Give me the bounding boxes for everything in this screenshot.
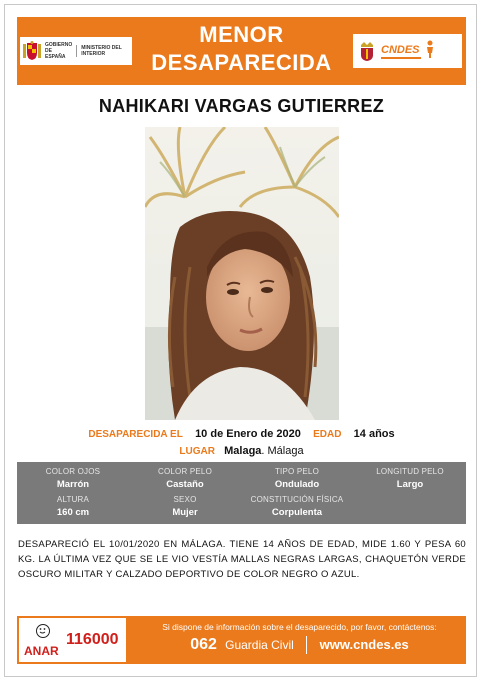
cndes-brand-name-part-a: CN — [381, 43, 397, 56]
feature-value: Ondulado — [274, 479, 320, 490]
cndes-subtitle-rule — [381, 57, 421, 59]
title-line-1: MENOR — [199, 22, 284, 47]
feature-label: ALTURA — [56, 495, 90, 504]
cndes-figure-icon — [424, 40, 436, 63]
feature-cell — [17, 467, 129, 490]
feature-cell — [17, 495, 129, 518]
anar-name: ANAR — [24, 644, 59, 658]
disappeared-date: 10 de Enero de 2020 — [195, 428, 301, 440]
anar-logo — [19, 618, 126, 662]
contact-footer — [17, 616, 466, 664]
feature-cell — [241, 467, 353, 490]
ministry-label: MINISTERIO DEL INTERIOR — [76, 45, 132, 57]
feature-cell — [354, 467, 466, 490]
feature-label: LONGITUD PELO — [376, 467, 444, 476]
anar-phone-number[interactable]: 116000 — [66, 631, 119, 648]
government-label: GOBIERNO DE ESPAÑA — [45, 42, 73, 60]
place-label: LUGAR — [179, 446, 215, 457]
physical-features-table — [17, 462, 466, 524]
feature-cell — [129, 467, 241, 490]
title-line-2: DESAPARECIDA — [151, 50, 332, 75]
feature-label: COLOR OJOS — [45, 467, 101, 476]
cndes-logo — [353, 34, 462, 68]
smiley-face-icon — [36, 624, 50, 638]
cndes-brand — [381, 44, 421, 59]
feature-value: Marrón — [56, 479, 90, 490]
feature-label: SEXO — [173, 495, 197, 504]
feature-cell — [241, 495, 353, 518]
feature-label: CONSTITUCIÓN FÍSICA — [250, 495, 344, 504]
guardia-civil-label: Guardia Civil — [225, 638, 294, 652]
feature-label: COLOR PELO — [157, 467, 212, 476]
age-label: EDAD — [313, 429, 342, 440]
place-info — [0, 445, 483, 457]
feature-value: Castaño — [166, 479, 204, 490]
cndes-brand-name — [381, 44, 421, 56]
guardia-civil-phone[interactable]: 062 — [190, 636, 217, 653]
disappeared-label: DESAPARECIDA EL — [88, 429, 183, 440]
feature-value: Corpulenta — [271, 507, 323, 518]
government-logo — [20, 37, 132, 65]
contact-divider — [306, 636, 308, 654]
missing-person-name: NAHIKARI VARGAS GUTIERREZ — [98, 96, 385, 116]
feature-value: 160 cm — [56, 507, 90, 518]
feature-label: TIPO PELO — [274, 467, 320, 476]
feature-value: Mujer — [172, 507, 198, 518]
crown-crest-icon — [357, 38, 377, 64]
feature-value: Largo — [396, 479, 424, 490]
place-value: Malaga — [224, 445, 262, 457]
place-detail: . Málaga — [261, 445, 304, 457]
disappearance-description: DESAPARECIÓ EL 10/01/2020 EN MÁLAGA. TIENE 14 AÑOS DE EDAD, MIDE 1.60 Y PESA 60 KG. LA ÚLTIMA VEZ QUE SE LE VIO VESTÍA MALLAS NEGRAS LARGAS, CHAQUETÓN VERDE OSCURO MILITAR Y CALZADO DEPORTIVO DE COLOR NEGRO O AZUL. — [18, 539, 466, 580]
spain-coat-of-arms-icon — [23, 40, 41, 62]
age-value: 14 años — [353, 428, 395, 440]
disappearance-info — [0, 428, 483, 440]
header-banner — [17, 17, 466, 85]
poster-title — [132, 21, 351, 77]
cndes-brand-name-part-b: DES — [396, 43, 420, 56]
website-link[interactable]: www.cndes.es — [319, 637, 409, 652]
contact-details — [133, 636, 466, 654]
missing-person-photo — [145, 127, 339, 420]
feature-cell — [129, 495, 241, 518]
contact-note: Si dispone de información sobre el desaparecido, por favor, contáctenos: — [162, 622, 437, 632]
